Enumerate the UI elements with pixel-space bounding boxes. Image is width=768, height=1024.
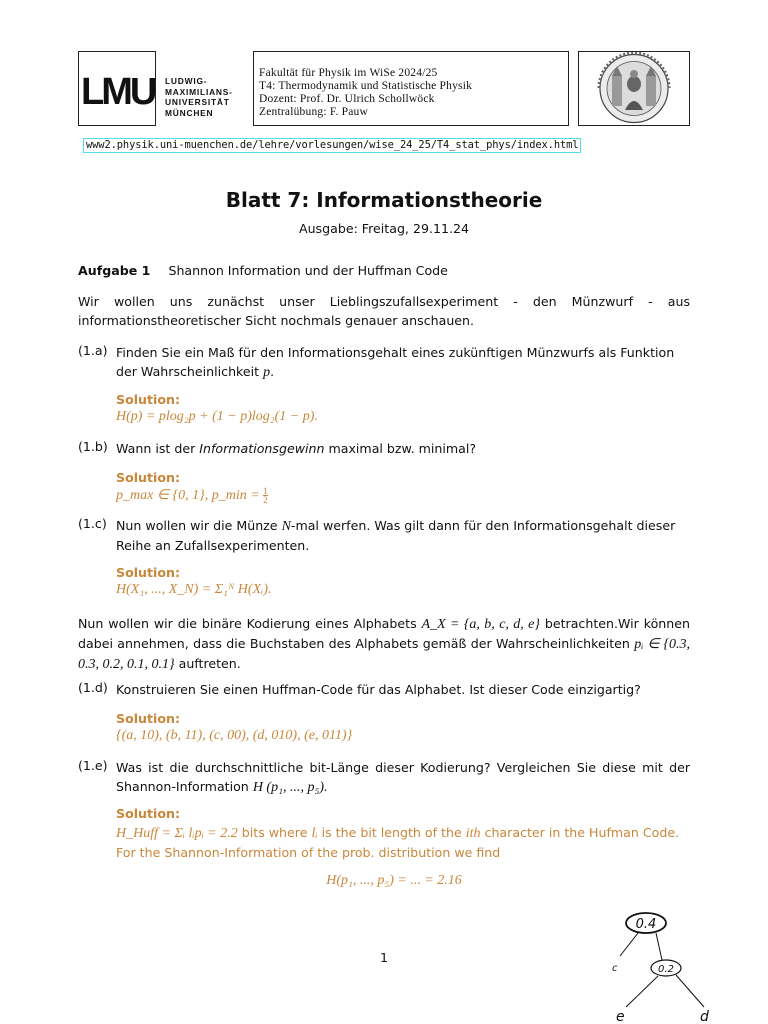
fraction-denominator: 2 <box>263 495 268 506</box>
paragraph-text: betrachten.Wir können dabei annehmen, dass die Buchstaben des Alphabets gemäß der Wahrscheinlichkeiten <box>78 616 690 651</box>
math-expr: A_X = {a, b, c, d, e} <box>421 617 540 632</box>
alphabet-paragraph <box>78 614 690 674</box>
course-url-link[interactable]: www2.physik.uni-muenchen.de/lehre/vorlesungen/wise_24_25/T4_stat_phys/index.html <box>86 139 579 151</box>
question-text: Finden Sie ein Maß für den Informationsgehalt eines zukünftigen Münzwurfs als Funktion der Wahrscheinlichkeit p. <box>116 345 675 380</box>
task-intro: Wir wollen uns zunächst unser Lieblingszufallsexperiment - den Münzwurf - aus informationstheoretischer Sicht nochmals genauer anschauen. <box>78 294 690 328</box>
huffman-tree-sketch <box>600 904 750 1024</box>
page-number: 1 <box>379 950 388 965</box>
solution-e-text: is the bit length of the <box>321 825 462 840</box>
course-info-box <box>253 51 569 126</box>
logo-line: LUDWIG- <box>165 76 208 86</box>
solution-b-text: p_max ∈ {0, 1}, p_min = <box>116 488 260 503</box>
question-b-text: Wann ist der <box>116 441 196 456</box>
question-b-text: maximal bzw. minimal? <box>328 441 477 456</box>
page-subtitle: Ausgabe: Freitag, 29.11.24 <box>298 221 470 236</box>
lmu-logo-box <box>78 51 156 126</box>
solution-c: H(X₁, ..., X_N) = Σ₁ᴺ H(Xᵢ). <box>116 582 272 597</box>
question-number: (1.d) <box>78 680 108 695</box>
question-number: (1.b) <box>78 439 108 454</box>
task-heading <box>78 261 448 280</box>
question-number: (1.a) <box>78 343 108 358</box>
solution-label: Solution: <box>116 711 180 726</box>
lmu-logo-mark: LMU <box>81 71 155 113</box>
seal-box <box>578 51 690 126</box>
university-seal-icon <box>579 52 689 125</box>
sketch-node-child: 0.2 <box>658 964 674 975</box>
math-var: N <box>281 519 291 534</box>
solution-label: Solution: <box>116 470 180 485</box>
math-expr: lᵢ <box>311 826 318 841</box>
sketch-leaf-e: e <box>616 1009 625 1024</box>
lmu-logo-text <box>165 76 233 118</box>
math-expr: ith <box>465 826 481 841</box>
question-a-text: Finden Sie ein Maß für den Informationsgehalt eines zukünftigen Münzwurfs als Funktion der Wahrscheinlichkeit <box>116 345 675 379</box>
solution-e <box>116 823 690 862</box>
solution-label: Solution: <box>116 392 180 407</box>
question-b-emphasis: Informationsgewinn <box>199 441 325 456</box>
math-expr: H_Huff = Σᵢ lᵢpᵢ = 2.2 <box>116 826 238 841</box>
logo-line: UNIVERSITÄT <box>165 97 230 107</box>
paragraph-text: auftreten. <box>178 656 241 671</box>
solution-d: {(a, 10), (b, 11), (c, 00), (d, 010), (e, 011)} <box>116 728 353 743</box>
task-label: Aufgabe 1 <box>78 263 151 278</box>
logo-line: MAXIMILIANS- <box>165 86 233 97</box>
sketch-leaf-d: d <box>700 1009 709 1024</box>
solution-b <box>116 487 268 504</box>
solution-e-display: H(p₁, ..., p₅) = ... = 2.16 <box>326 873 462 888</box>
course-info-line: Dozent: Prof. Dr. Ulrich Schollwöck <box>259 93 435 105</box>
question-text <box>116 516 690 555</box>
question-text <box>116 439 690 458</box>
solution-e-text: character in the Hufman Code. For the Shannon-Information of the prob. distribution we find <box>116 825 680 860</box>
course-info-line: Zentralübung: F. Pauw <box>259 106 369 118</box>
course-info-line: T4: Thermodynamik und Statistische Physik <box>259 80 473 92</box>
question-c-text: Nun wollen wir die Münze <box>116 518 278 533</box>
question-e-text: Was ist die durchschnittliche bit-Länge dieser Kodierung? Vergleichen Sie diese mit der Shannon-Information <box>116 760 690 794</box>
solution-label: Solution: <box>116 565 180 580</box>
course-info-line: Fakultät für Physik im WiSe 2024/25 <box>259 67 438 79</box>
math-var: p <box>263 365 271 380</box>
task-name: Shannon Information und der Huffman Code <box>168 263 448 278</box>
math-expr: H (p₁, ..., p₅). <box>252 780 328 795</box>
solution-e-text: bits where <box>241 825 308 840</box>
math-expr: pᵢ ∈ {0.3, 0.3, 0.2, 0.1, 0.1} <box>78 637 690 672</box>
fraction-numerator: 1 <box>263 486 268 497</box>
page-title: Blatt 7: Informationstheorie <box>225 188 543 212</box>
question-c-text: -mal werfen. Was gilt dann für den Informationsgehalt dieser Reihe an Zufallsexperimenten. <box>116 518 676 553</box>
question-number: (1.c) <box>78 516 107 531</box>
logo-line: MÜNCHEN <box>165 107 214 118</box>
question-number: (1.e) <box>78 758 108 773</box>
solution-a: H(p) = plog₂p + (1 − p)log₂(1 − p). <box>116 409 318 424</box>
solution-label: Solution: <box>116 806 180 821</box>
question-text: Konstruieren Sie einen Huffman-Code für das Alphabet. Ist dieser Code einzigartig? <box>116 682 641 697</box>
question-text <box>116 758 690 797</box>
sketch-node-root: 0.4 <box>635 917 657 932</box>
paragraph-text: Nun wollen wir die binäre Kodierung eines Alphabets <box>78 616 417 631</box>
sketch-leaf-c: c <box>612 963 618 974</box>
